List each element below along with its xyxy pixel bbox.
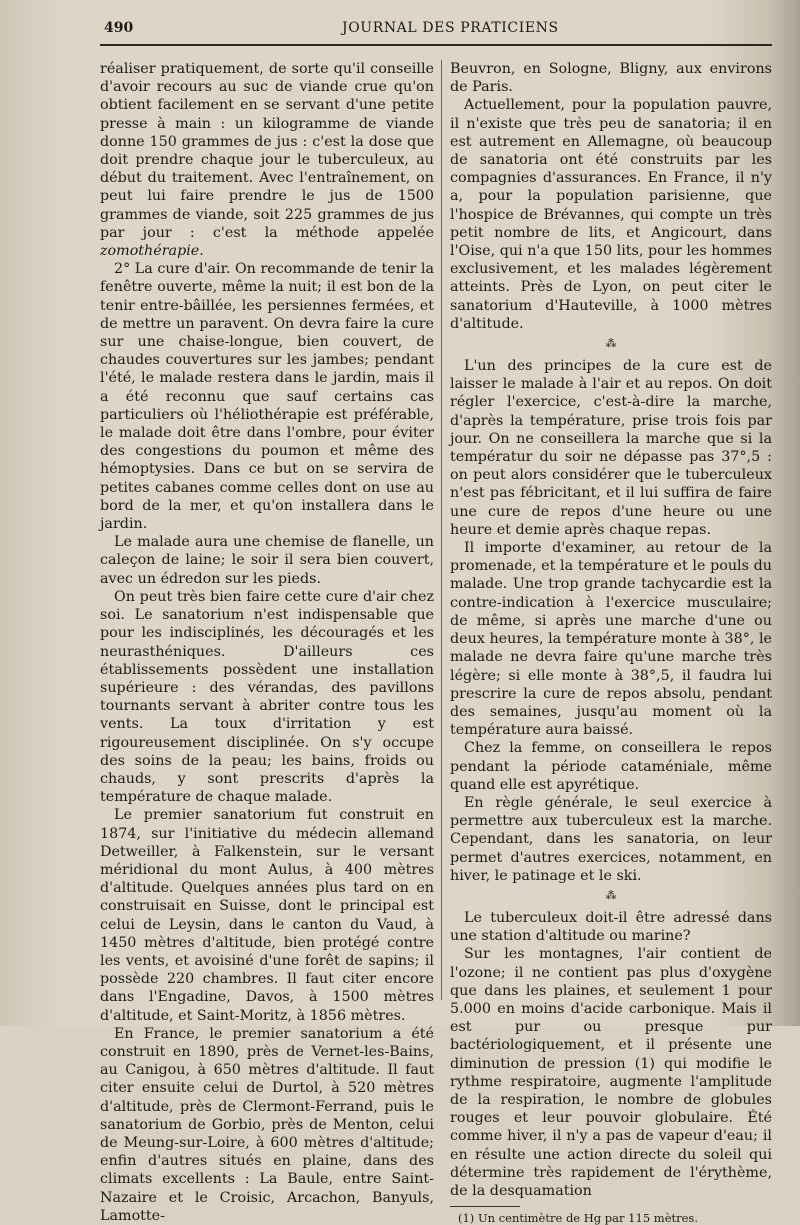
header-rule xyxy=(100,44,772,46)
paragraph xyxy=(100,60,434,260)
paragraph: Beuvron, en Sologne, Bligny, aux environs de Paris. xyxy=(450,61,772,96)
right-column xyxy=(450,60,772,1225)
footnote-rule xyxy=(450,1206,520,1207)
paragraph: 2° La cure d'air. On recommande de tenir la fenêtre ouverte, même la nuit; il est bon de la tenir entre-bâillée, les persiennes fermées, et de mettre un paravent. On devra faire la cure sur une chaise-longue, bien couvert, de chaudes couvertures sur les jambes; pendant l'été, le malade restera dans le jardin, mais il a été reconnu que sauf certains cas particuliers où l'héliothérapie est préférable, le malade doit être dans l'ombre, pour éviter des congestions du poumon et même des hémoptysies. Dans ce but on se servira de petites cabanes comme celles dont on use au bord de la mer, et qu'on installera dans le jardin. xyxy=(100,261,434,533)
paragraph-text: réaliser pratiquement, de sorte qu'il conseille d'avoir recours au suc de viande crue qu'on obtient facilement en se servant d'une petite presse à main : un kilogramme de viande donne 150 grammes de jus : c'est la dose que doit prendre chaque jour le tuberculeux, au début du traitement. Avec l'entraînement, on peut lui faire prendre le jus de 1500 grammes de viande, soit 225 grammes de jus par jour : c'est la méthode appelée xyxy=(100,61,434,241)
paragraph: En France, le premier sanatorium a été construit en 1890, près de Vernet-les-Bains, au Canigou, à 650 mètres d'altitude. Il faut citer ensuite celui de Durtol, à 520 mètres d'altitude, près de Clermont-Ferrand, puis le sanatorium de Gorbio, près de Menton, celui de Meung-sur-Loire, à 600 mètres d'altitude; enfin d'autres situés en plaine, dans des climats excellents : La Baule, entre Saint-Nazaire et le Croisic, Arcachon, Banyuls, Lamotte- xyxy=(100,1025,434,1224)
paragraph: Le premier sanatorium fut construit en 1874, sur l'initiative du médecin allemand Detweiller, à Falkenstein, sur le versant méridional du mont Aulus, à 400 mètres d'altitude. Quelques années plus tard on en construisait en Suisse, dont le principal est celui de Leysin, dans le canton du Vaud, à 1450 mètres d'altitude, bien protégé contre les vents, et avoisiné d'une forêt de sapins; il possède 220 chambres. Il faut citer encore dans l'Engadine, Davos, à 1500 mètres d'altitude, et Saint-Moritz, à 1856 mètres. xyxy=(100,807,434,1024)
paragraph: Le malade aura une chemise de flanelle, un caleçon de laine; le soir il sera bien couvert, avec un édredon sur les pieds. xyxy=(100,534,434,587)
paragraph: Le tuberculeux doit-il être adressé dans une station d'altitude ou marine? xyxy=(450,909,772,945)
paragraph: Il importe d'examiner, au retour de la promenade, et la température et le pouls du malade. Une trop grande tachycardie est la contre-indication à l'exercice musculaire; de même, si après une marche d'une ou deux heures, la température monte à 38°, le malade ne devra faire qu'une marche très légère; si elle monte à 38°,5, il faudra lui prescrire la cure de repos absolu, pendant des semaines, jusqu'au moment où la température aura baissé. xyxy=(450,540,772,739)
paragraph: Actuellement, pour la population pauvre, il n'existe que très peu de sanatoria; il en est autrement en Allemagne, où beaucoup de sanatoria ont été construits par les compagnies d'assurances. En France, il n'y a, pour la population parisienne, que l'hospice de Brévannes, qui compte un très petit nombre de lits, et Angicourt, dans l'Oise, qui n'a que 150 lits, pour les hommes exclusivement, et les malades légèrement atteints. Près de Lyon, on peut citer le sanatorium d'Hauteville, à 1000 mètres d'altitude. xyxy=(450,97,772,332)
asterism: ⁂ xyxy=(605,337,617,351)
paragraph: Sur les montagnes, l'air contient de l'ozone; il ne contient pas plus d'oxygène que dans les plaines, et seulement 1 pour 5.000 en moins d'acide carbonique. Mais il est pur ou presque pur bactériologiquement, et il présente une diminution de pression (1) qui modifie le rythme respiratoire, augmente l'amplitude de la respiration, le nombre de globules rouges et leur pouvoir globulaire. Été comme hiver, il n'y a pas de vapeur d'eau; il en résulte une action directe du soleil qui détermine très rapidement de l'érythème, de la desquamation xyxy=(450,946,772,1199)
running-title: JOURNAL DES PRATICIENS xyxy=(342,20,559,36)
asterism: ⁂ xyxy=(605,888,617,902)
paragraph: On peut très bien faire cette cure d'air chez soi. Le sanatorium n'est indispensable que pour les indisciplinés, les découragés et les neurasthéniques. D'ailleurs ces établissements possèdent une installation supérieure : des vérandas, des pavillons tournants servant à abriter contre tous les vents. La toux d'irritation y est rigoureusement disciplinée. On s'y occupe des soins de la peau; les bains, froids ou chauds, y sont prescrits d'après la température de chaque malade. xyxy=(100,588,434,806)
footnote: (1) Un centimètre de Hg par 115 mètres. xyxy=(458,1211,698,1225)
paragraph: L'un des principes de la cure est de laisser le malade à l'air et au repos. On doit régler l'exercice, c'est-à-dire la marche, d'après la température, prise trois fois par jour. On ne conseillera la marche que si la températur du soir ne dépasse pas 37°,5 : on peut alors considérer que le tuberculeux n'est pas fébricitant, et il lui suffira de faire une cure de repos d'une heure ou une heure et demie après chaque repas. xyxy=(450,358,772,538)
running-header xyxy=(104,18,764,44)
column-divider xyxy=(441,60,442,1000)
paragraph: Chez la femme, on conseillera le repos pendant la période cataméniale, même quand elle est apyrétique. xyxy=(450,740,772,793)
left-column xyxy=(100,60,434,1225)
page-number: 490 xyxy=(104,20,134,36)
italic-term: zomothérapie. xyxy=(100,243,204,260)
paragraph: En règle générale, le seul exercice à permettre aux tuberculeux est la marche. Cependant, dans les sanatoria, on leur permet d'autres exercices, notamment, en hiver, le patinage et le ski. xyxy=(450,794,772,884)
